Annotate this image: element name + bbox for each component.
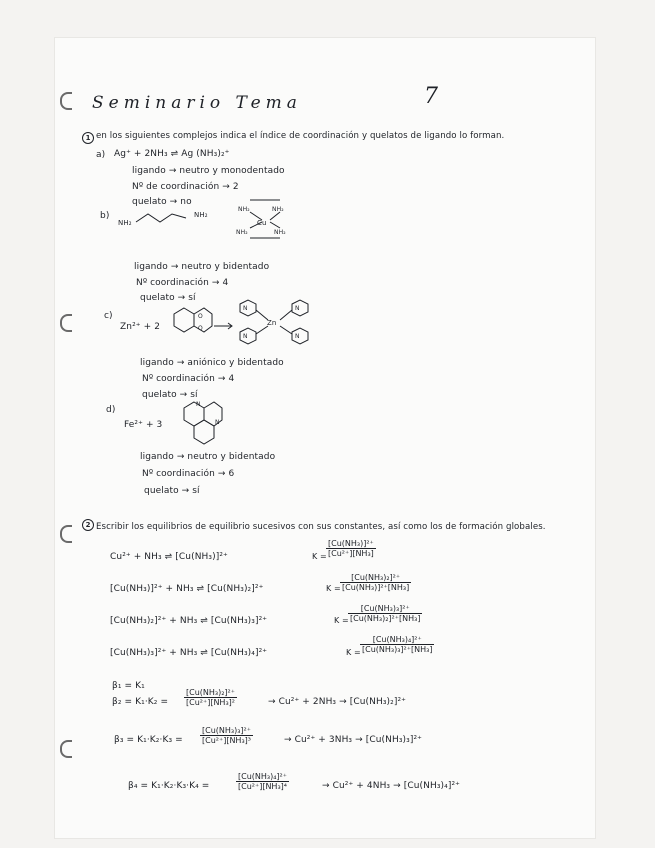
equilibrium-3: [Cu(NH₃)₂]²⁺ + NH₃ ⇌ [Cu(NH₃)₃]²⁺	[110, 616, 268, 626]
svg-text:N: N	[243, 333, 248, 340]
beta4-lhs: β₄ = K₁·K₂·K₃·K₄ =	[128, 781, 210, 791]
item-d-chelate: quelato → sí	[144, 486, 200, 496]
ethylenediamine-structure	[136, 208, 196, 228]
beta4-denominator: [Cu²⁺][NH₃]⁴	[238, 782, 287, 791]
k4-label: K =	[346, 648, 361, 657]
item-c-coordination: Nº coordinación → 4	[142, 374, 235, 384]
k3-denominator: [Cu(NH₃)₂]²⁺[NH₃]	[350, 614, 421, 623]
item-b-label: b)	[100, 211, 110, 221]
phenanthroline-structure	[182, 398, 222, 444]
beta3-reaction: → Cu²⁺ + 3NH₃ → [Cu(NH₃)₃]²⁺	[284, 735, 423, 745]
binder-ring	[60, 314, 72, 332]
beta4-fraction	[236, 772, 289, 791]
k1-denominator: [Cu²⁺][NH₃]	[328, 549, 374, 558]
item-b-coordination: Nº coordinación → 4	[136, 278, 229, 288]
svg-text:N: N	[215, 419, 220, 426]
item-d-label: d)	[106, 405, 116, 415]
svg-text:N: N	[196, 401, 201, 408]
k3-label: K =	[334, 616, 349, 625]
beta4-reaction: → Cu²⁺ + 4NH₃ → [Cu(NH₃)₄]²⁺	[322, 781, 461, 791]
item-a-chelate: quelato → no	[132, 197, 192, 207]
binder-ring	[60, 525, 72, 543]
beta3-denominator: [Cu²⁺][NH₃]³	[202, 736, 251, 745]
k2-numerator: [Cu(NH₃)₂]²⁺	[340, 573, 411, 583]
beta2-denominator: [Cu²⁺][NH₃]²	[186, 698, 235, 707]
question-number-badge: 1	[82, 132, 94, 144]
k3-numerator: [Cu(NH₃)₃]²⁺	[348, 604, 422, 614]
beta4-numerator: [Cu(NH₃)₄]²⁺	[238, 772, 287, 781]
item-c-reactants: Zn²⁺ + 2	[120, 322, 161, 332]
beta2-numerator: [Cu(NH₃)₂]²⁺	[186, 688, 235, 697]
binder-ring	[60, 92, 72, 110]
ethylenediamine-nh2-left: NH₂	[118, 219, 132, 227]
item-a-coordination: Nº de coordinación → 2	[132, 182, 239, 192]
svg-text:O: O	[198, 313, 203, 320]
beta3-lhs: β₃ = K₁·K₂·K₃ =	[114, 735, 183, 745]
item-d-reactants: Fe²⁺ + 3	[124, 420, 163, 430]
complex-nh2-bottomleft: NH₂	[236, 229, 248, 236]
svg-text:N: N	[243, 305, 248, 312]
beta2-lhs: β₂ = K₁·K₂ =	[112, 697, 169, 707]
svg-text:O: O	[198, 325, 203, 332]
question-2-statement: Escribir los equilibrios de equilibrio sucesivos con sus constantes, así como los de formación globales.	[96, 522, 546, 532]
item-d-coordination: Nº coordinación → 6	[142, 469, 235, 479]
equilibrium-2: [Cu(NH₃)]²⁺ + NH₃ ⇌ [Cu(NH₃)₂]²⁺	[110, 584, 264, 594]
k4-fraction	[360, 635, 434, 654]
item-d-ligand: ligando → neutro y bidentado	[140, 452, 276, 462]
equilibrium-4: [Cu(NH₃)₃]²⁺ + NH₃ ⇌ [Cu(NH₃)₄]²⁺	[110, 648, 268, 658]
beta1: β₁ = K₁	[112, 681, 145, 691]
equilibrium-1: Cu²⁺ + NH₃ ⇌ [Cu(NH₃)]²⁺	[110, 552, 228, 562]
k4-denominator: [Cu(NH₃)₃]²⁺[NH₃]	[362, 645, 433, 654]
k2-denominator: [Cu(NH₃)]²⁺[NH₃]	[342, 583, 410, 592]
item-c-ligand: ligando → aniónico y bidentado	[140, 358, 284, 368]
item-b-ligand: ligando → neutro y bidentado	[134, 262, 270, 272]
beta3-numerator: [Cu(NH₃)₃]²⁺	[202, 726, 251, 735]
binder-ring	[60, 740, 72, 758]
beta2-fraction	[184, 688, 237, 707]
k2-label: K =	[326, 584, 341, 593]
item-c-chelate: quelato → sí	[142, 390, 198, 400]
k4-numerator: [Cu(NH₃)₄]²⁺	[360, 635, 434, 645]
page-title-number: 7	[424, 84, 438, 109]
k3-fraction	[348, 604, 422, 623]
item-c-label: c)	[104, 311, 113, 321]
svg-text:N: N	[295, 333, 300, 340]
ethylenediamine-nh2-right: NH₂	[194, 211, 208, 219]
zinc-center-label: Zn	[267, 319, 277, 327]
complex-nh2-bottomright: NH₂	[274, 229, 286, 236]
k1-fraction	[326, 539, 376, 558]
copper-center-label: Cu	[257, 219, 267, 227]
k1-numerator: [Cu(NH₃)]²⁺	[328, 539, 374, 548]
reaction-arrow	[214, 322, 234, 330]
beta2-reaction: → Cu²⁺ + 2NH₃ → [Cu(NH₃)₂]²⁺	[268, 697, 407, 707]
k1-label: K =	[312, 552, 327, 561]
question-1-statement: en los siguientes complejos indica el índice de coordinación y quelatos de ligando lo forman.	[96, 131, 505, 141]
complex-nh2-topright: NH₂	[272, 206, 284, 213]
item-a-label: a)	[96, 150, 106, 160]
beta3-fraction	[200, 726, 253, 745]
item-b-chelate: quelato → sí	[140, 293, 196, 303]
complex-nh2-topleft: NH₂	[238, 206, 250, 213]
question-number-badge: 2	[82, 519, 94, 531]
item-a-ligand: ligando → neutro y monodentado	[132, 166, 285, 176]
svg-text:N: N	[295, 305, 300, 312]
k2-fraction	[340, 573, 411, 592]
page-title: Seminario Tema	[92, 93, 302, 113]
bipyridine-structure	[174, 306, 214, 340]
item-a-equation: Ag⁺ + 2NH₃ ⇌ Ag (NH₃)₂⁺	[114, 149, 230, 159]
